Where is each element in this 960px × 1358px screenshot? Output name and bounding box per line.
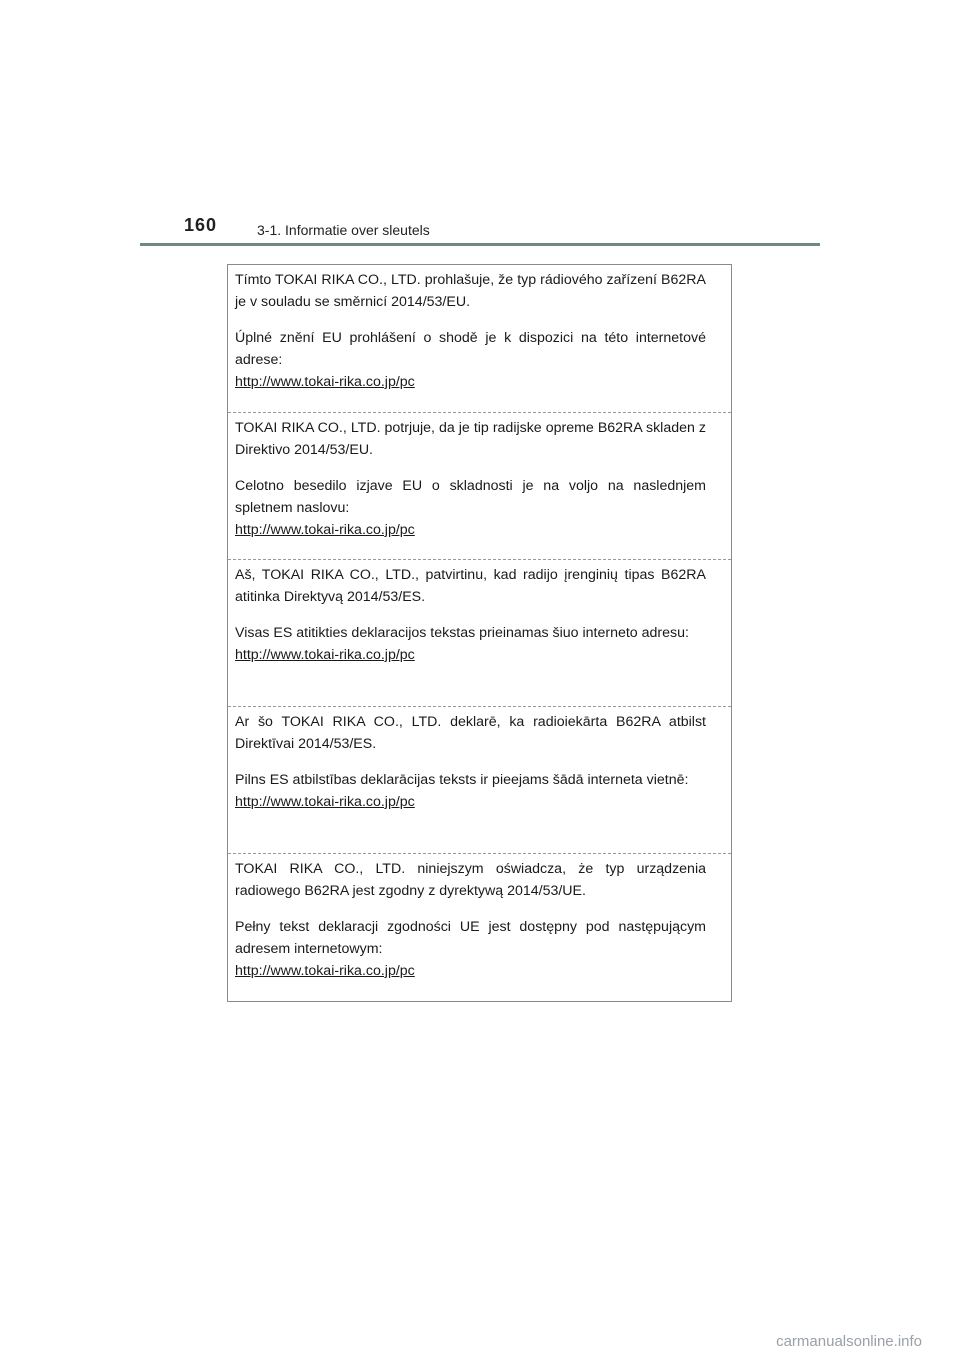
declaration-availability: Pełny tekst deklaracji zgodności UE jest dostępny pod następującym adresem internetowym: bbox=[235, 919, 706, 957]
declaration-statement: Tímto TOKAI RIKA CO., LTD. prohlašuje, že typ rádiového zařízení B62RA je v souladu se směrnicí 2014/53/EU. bbox=[235, 272, 706, 310]
section-title: 3-1. Informatie over sleutels bbox=[257, 222, 430, 238]
declaration-url-link[interactable]: http://www.tokai-rika.co.jp/pc bbox=[235, 522, 415, 538]
page-number: 160 bbox=[184, 215, 218, 235]
declaration-statement: Aš, TOKAI RIKA CO., LTD., patvirtinu, kad radijo įrenginių tipas B62RA atitinka Direktyvą 2014/53/ES. bbox=[235, 567, 706, 605]
watermark-logo: carmanualsonline.info bbox=[776, 1333, 922, 1350]
header-rule bbox=[140, 243, 820, 246]
declaration-availability: Visas ES atitikties deklaracijos tekstas prieinamas šiuo interneto adresu: bbox=[235, 625, 689, 641]
declaration-statement: TOKAI RIKA CO., LTD. potrjuje, da je tip radijske opreme B62RA skladen z Direktivo 2014/53/EU. bbox=[235, 420, 706, 458]
declaration-polish bbox=[228, 853, 731, 1000]
declaration-availability: Úplné znění EU prohlášení o shodě je k dispozici na této internetové adrese: bbox=[235, 330, 706, 368]
declaration-url-link[interactable]: http://www.tokai-rika.co.jp/pc bbox=[235, 647, 415, 663]
declaration-latvian bbox=[228, 706, 731, 853]
declaration-url-link[interactable]: http://www.tokai-rika.co.jp/pc bbox=[235, 374, 415, 390]
declaration-lithuanian bbox=[228, 559, 731, 706]
declaration-statement: TOKAI RIKA CO., LTD. niniejszym oświadcza, że typ urządzenia radiowego B62RA jest zgodny z dyrektywą 2014/53/UE. bbox=[235, 861, 706, 899]
declaration-czech bbox=[228, 265, 731, 412]
declaration-url-link[interactable]: http://www.tokai-rika.co.jp/pc bbox=[235, 794, 415, 810]
declaration-statement: Ar šo TOKAI RIKA CO., LTD. deklarē, ka radioiekārta B62RA atbilst Direktīvai 2014/53/ES. bbox=[235, 714, 706, 752]
declaration-box bbox=[227, 264, 732, 1002]
declaration-url-link[interactable]: http://www.tokai-rika.co.jp/pc bbox=[235, 963, 415, 979]
declaration-slovenian bbox=[228, 412, 731, 559]
declaration-availability: Pilns ES atbilstības deklarācijas teksts ir pieejams šādā interneta vietnē: bbox=[235, 772, 689, 788]
declaration-availability: Celotno besedilo izjave EU o skladnosti je na voljo na naslednjem spletnem naslovu: bbox=[235, 478, 706, 516]
page-header bbox=[0, 0, 960, 250]
